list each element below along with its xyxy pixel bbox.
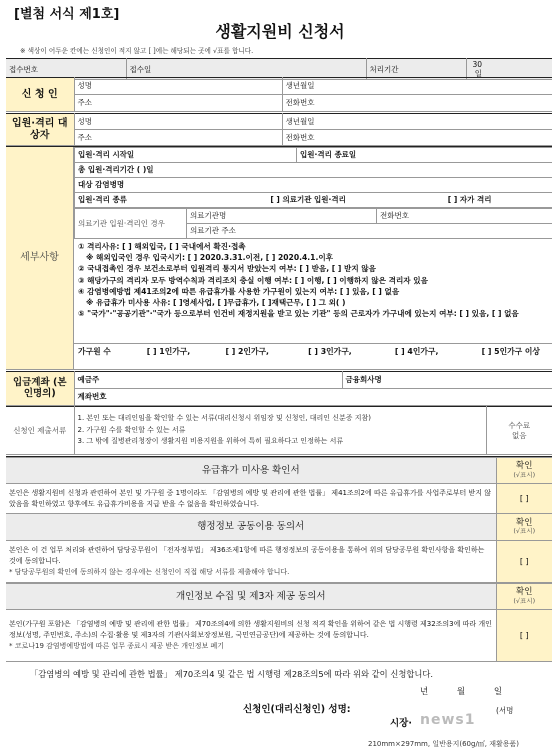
hospital-name-field[interactable] bbox=[187, 209, 377, 224]
question-2[interactable]: ② 국내접촉인 경우 보건소로부터 입원격리 통지서 받았는지 여부: [ ] 받음, [ ] 받지 않음 bbox=[78, 264, 376, 274]
patient-phone-label: 전화번호 bbox=[285, 132, 315, 142]
chief-label: 시장· bbox=[390, 718, 412, 729]
paid-leave-consent bbox=[6, 456, 552, 514]
admission-start-field[interactable] bbox=[75, 148, 297, 163]
total-period-field[interactable] bbox=[75, 163, 553, 178]
hospital-phone-field[interactable] bbox=[377, 209, 553, 224]
applicant-phone-field[interactable] bbox=[282, 95, 552, 112]
bank-name-field[interactable] bbox=[342, 372, 552, 389]
privacy-note: * 코로나19 감염병예방법에 따른 업무 종료시 제공 받은 개인정보 폐기 bbox=[9, 642, 225, 650]
processing-period-value: 30일 bbox=[466, 59, 552, 80]
admission-type-row bbox=[75, 193, 553, 208]
date-year: 년 bbox=[420, 687, 429, 697]
applicant-dob-label: 생년월일 bbox=[285, 81, 315, 91]
hospital-name-label: 의료기관명 bbox=[190, 211, 227, 221]
news1-watermark: news1 bbox=[420, 712, 476, 728]
admin-info-note: * 담당공무원의 확인에 동의하지 않는 경우에는 신청인이 직접 해당 서류를 제출해야 합니다. bbox=[9, 568, 290, 576]
attachment-item-1: 1. 본인 또는 대리인임을 확인할 수 있는 서류(대리신청시 위임장 및 신청인, 대리인 신분증 지참) bbox=[77, 414, 371, 423]
hospital-case-label: 의료기관 입원·격리인 경우 bbox=[75, 209, 187, 239]
signer-label: 신청인(대리신청인) 성명: bbox=[243, 704, 351, 715]
question-3[interactable]: ③ 해당가구의 격리자 모두 방역수칙과 격리조치 충실 이행 여부: [ ] 이행, [ ] 이행하지 않은 격리자 있음 bbox=[78, 275, 428, 285]
account-number-field[interactable] bbox=[74, 389, 552, 406]
paper-spec: 210mm×297mm, 일반용지(60g/㎡, 재활용품) bbox=[368, 740, 520, 748]
question-4-sub[interactable]: ※ 유급휴가 미사용 사유: [ ]영세사업, [ ]무급휴가, [ ]재택근무, [ ] 그 외( ) bbox=[86, 298, 346, 308]
applicant-dob-field[interactable] bbox=[282, 78, 552, 95]
date-day: 일 bbox=[493, 687, 503, 697]
admin-info-check-mark: (√표시) bbox=[513, 527, 536, 536]
page-title: 생활지원비 신청서 bbox=[215, 22, 345, 41]
privacy-check-mark: (√표시) bbox=[513, 596, 536, 605]
patient-section bbox=[6, 113, 552, 146]
account-holder-field[interactable] bbox=[74, 372, 342, 389]
privacy-body-cell bbox=[6, 610, 496, 662]
hospital-isolation-checkbox[interactable]: [ ] 의료기관 입원·격리 bbox=[270, 195, 346, 205]
admin-info-check-label: 확인 bbox=[516, 517, 533, 528]
privacy-body: 본인(가구원 포함)은 「감염병의 예방 및 관리에 관한 법률」 제70조의4에 의한 생활지원비의 신청 적격 확인을 위하여 같은 법 시행령 제32조의3에 따라 개인정보(성명, 주민번호, 주소)의 수집·활용 및 제3자의 기관(사회보장정보원, 국민연금공단)에 제공하는 것에 동의합니다. bbox=[9, 620, 492, 639]
processing-period-label: 처리기간 bbox=[366, 59, 466, 80]
household-5-checkbox[interactable]: [ ] 5인가구 이상 bbox=[481, 347, 540, 356]
attachment-item-3: 3. 그 밖에 질병관리청장이 생활지원 비용지원을 위하여 특히 필요하다고 인정하는 서류 bbox=[77, 437, 344, 446]
application-statement: 「감염병의 예방 및 관리에 관한 법률」 제70조의4 및 같은 법 시행령 제28조의5에 따라 위와 같이 신청합니다. bbox=[30, 669, 434, 679]
paid-leave-check-header bbox=[496, 458, 552, 484]
household-2-checkbox[interactable]: [ ] 2인가구, bbox=[225, 347, 269, 356]
attachments-section bbox=[6, 406, 552, 455]
fee-box bbox=[486, 407, 552, 455]
applicant-name-field[interactable] bbox=[74, 78, 282, 95]
hospital-address-label: 의료기관 주소 bbox=[190, 226, 236, 236]
fee-label: 수수료 bbox=[508, 421, 531, 431]
admin-info-body-cell bbox=[6, 541, 496, 583]
hospital-phone-label: 전화번호 bbox=[380, 211, 409, 221]
details-section-label: 세부사항 bbox=[6, 147, 74, 369]
date-month: 월 bbox=[456, 687, 466, 697]
home-isolation-checkbox[interactable]: [ ] 자가 격리 bbox=[447, 195, 492, 205]
disease-name-field[interactable] bbox=[75, 178, 553, 193]
fee-value: 없음 bbox=[512, 430, 527, 440]
bank-name-label: 금융회사명 bbox=[345, 375, 382, 385]
household-4-checkbox[interactable]: [ ] 4인가구, bbox=[394, 347, 439, 356]
privacy-check-header bbox=[496, 584, 552, 610]
household-3-checkbox[interactable]: [ ] 3인가구, bbox=[308, 347, 352, 356]
paid-leave-check-label: 확인 bbox=[516, 461, 533, 472]
details-section bbox=[6, 146, 552, 370]
applicant-phone-label: 전화번호 bbox=[285, 98, 315, 108]
details-questions bbox=[74, 239, 552, 344]
attachments-label: 신청인 제출서류 bbox=[6, 407, 74, 455]
question-5[interactable]: ⑤ "국가"·"공공기관"·"국가 등으로부터 인건비 재정지원을 받고 있는 기관" 등의 근로자가 가구내에 있는지 여부: [ ] 있음, [ ] 없음 bbox=[78, 309, 519, 319]
admission-end-label: 입원·격리 종료일 bbox=[300, 150, 357, 160]
receipt-number-label: 접수번호 bbox=[6, 59, 126, 80]
applicant-section-label: 신 청 인 bbox=[6, 78, 74, 112]
patient-address-label: 주소 bbox=[77, 132, 92, 142]
date-line bbox=[420, 687, 502, 697]
admin-info-consent bbox=[6, 513, 552, 583]
privacy-title: 개인정보 수집 및 제3자 제공 동의서 bbox=[6, 584, 496, 610]
household-label: 가구원 수 bbox=[78, 347, 111, 356]
admission-type-label: 입원·격리 종류 bbox=[78, 195, 127, 205]
account-section bbox=[6, 371, 552, 406]
privacy-checkbox[interactable]: [ ] bbox=[496, 610, 552, 662]
admin-info-checkbox[interactable]: [ ] bbox=[496, 541, 552, 583]
receipt-date-label: 접수일 bbox=[126, 59, 366, 80]
question-1-sub[interactable]: ※ 해외입국인 경우 입국시기: [ ] 2020.3.31.이전, [ ] 2020.4.1.이후 bbox=[86, 253, 334, 263]
account-holder-label: 예금주 bbox=[77, 375, 100, 385]
admission-start-label: 입원·격리 시작일 bbox=[78, 150, 135, 160]
form-notice: ※ 색상이 어두운 칸에는 신청인이 적지 않고 [ ]에는 해당되는 곳에 √표를 합니다. bbox=[20, 47, 254, 55]
account-section-label: 입금계좌 (본인명의) bbox=[6, 372, 74, 406]
disease-name-label: 대상 감염병명 bbox=[78, 180, 125, 190]
paid-leave-check-mark: (√표시) bbox=[513, 470, 536, 479]
patient-dob-field[interactable] bbox=[282, 114, 552, 130]
admin-info-title: 행정정보 공동이용 동의서 bbox=[6, 514, 496, 541]
form-tag: [별첨 서식 제1호] bbox=[14, 7, 120, 22]
admin-info-body: 본인은 이 건 업무 처리와 관련하여 담당공무원이 「전자정부법」 제36조제1항에 따른 행정정보의 공동이용을 통하여 위의 담당공무원 확인사항을 확인하는 것에 동의합니다. bbox=[9, 546, 485, 565]
attachments-list bbox=[74, 407, 486, 455]
question-4[interactable]: ④ 감염병예방법 제41조의2에 따른 유급휴가를 사용한 가구원이 있는지 여부: [ ] 있음, [ ] 없음 bbox=[78, 286, 400, 296]
patient-name-label: 성명 bbox=[77, 116, 92, 126]
applicant-section bbox=[6, 77, 552, 112]
patient-phone-field[interactable] bbox=[282, 130, 552, 146]
privacy-consent bbox=[6, 583, 552, 662]
paid-leave-body: 본인은 생활지원비 신청과 관련하여 본인 및 가구원 중 1명이라도 「감염병의 예방 및 관리에 관한 법률」 제41조의2에 따른 유급휴가를 사업주로부터 받지 않았음을 확인하였고 향후에도 유급휴가비용을 지급 받을 수 없음을 확인하였습니다. bbox=[6, 484, 496, 514]
household-1-checkbox[interactable]: [ ] 1인가구, bbox=[146, 347, 191, 356]
admin-info-check-header bbox=[496, 514, 552, 541]
household-row bbox=[74, 344, 552, 360]
question-1[interactable]: ① 격리사유: [ ] 해외입국, [ ] 국내에서 확진·접촉 bbox=[78, 242, 246, 251]
signer-field[interactable] bbox=[243, 704, 351, 716]
paid-leave-title: 유급휴가 미사용 확인서 bbox=[6, 458, 496, 484]
applicant-name-label: 성명 bbox=[77, 81, 92, 91]
admission-end-field[interactable] bbox=[297, 148, 553, 163]
applicant-address-field[interactable] bbox=[74, 95, 282, 112]
patient-name-field[interactable] bbox=[74, 114, 282, 130]
applicant-address-label: 주소 bbox=[77, 98, 92, 108]
hospital-address-field[interactable] bbox=[187, 224, 553, 239]
patient-section-label: 입원·격리 대상자 bbox=[6, 114, 74, 146]
signature-mark[interactable]: (서명 bbox=[496, 706, 514, 715]
paid-leave-checkbox[interactable]: [ ] bbox=[496, 484, 552, 514]
privacy-check-label: 확인 bbox=[516, 587, 533, 598]
total-period-label: 총 입원·격리기간 ( )일 bbox=[78, 165, 154, 175]
attachment-item-2: 2. 가구원 수를 확인할 수 있는 서류 bbox=[77, 425, 186, 434]
patient-address-field[interactable] bbox=[74, 130, 282, 146]
patient-dob-label: 생년월일 bbox=[285, 116, 315, 126]
account-number-label: 계좌번호 bbox=[77, 392, 107, 402]
